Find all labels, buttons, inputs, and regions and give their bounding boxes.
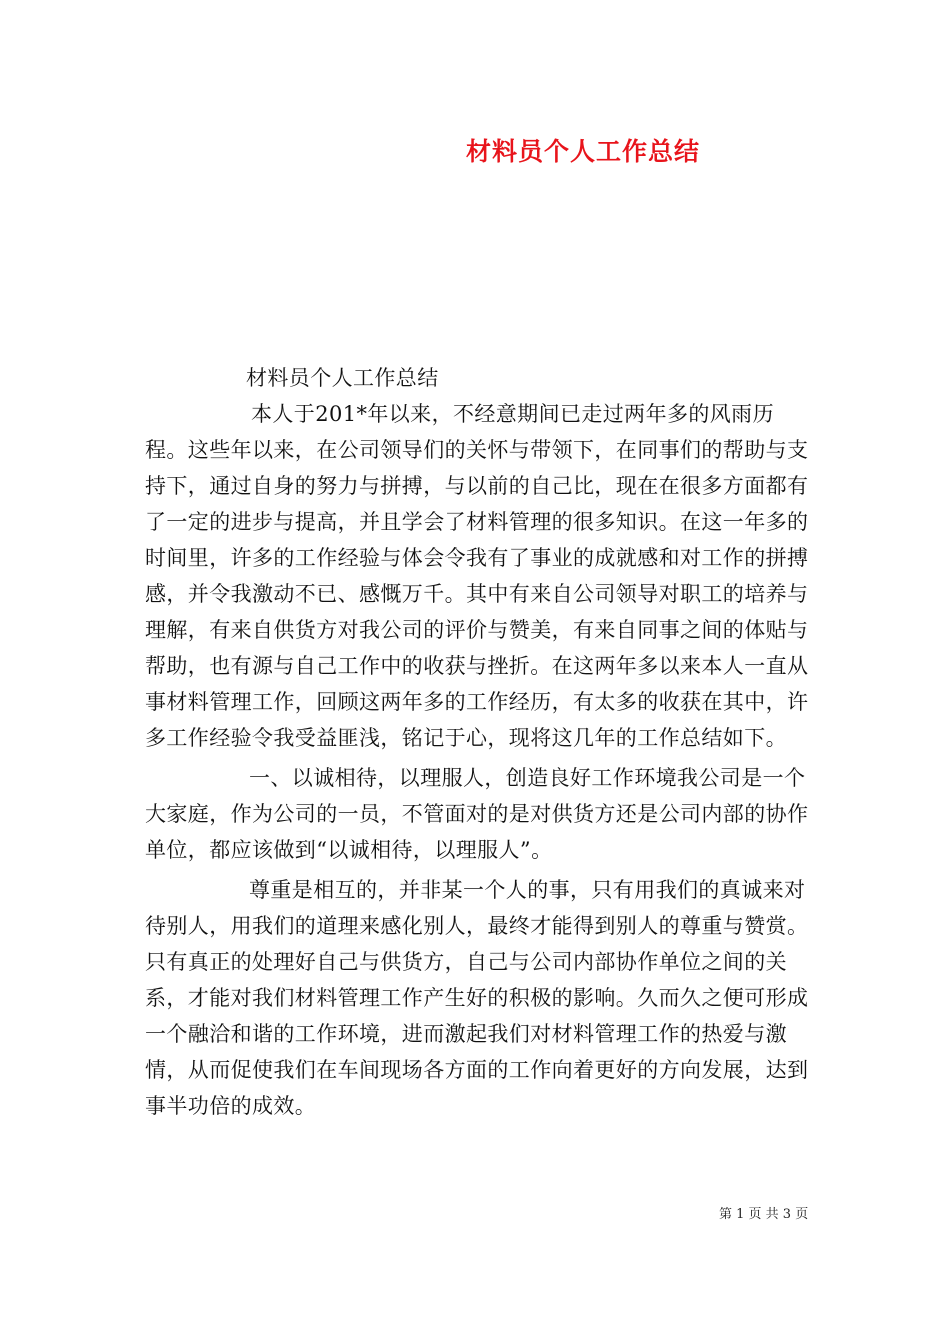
paragraph-1: 本人于201*年以来，不经意期间已走过两年多的风雨历程。这些年以来，在公司领导们的关怀与带领下，在同事们的帮助与支持下，通过自身的努力与拼搏，与以前的自己比，现在在很多方面都有了一定的进步与提高，并且学会了材料管理的很多知识。在这一年多的时间里，许多的工作经验与体会令我有了事业的成就感和对工作的拼搏感，并令我激动不已、感慨万千。其中有来自公司领导对职工的培养与理解，有来自供货方对我公司的评价与赞美，有来自同事之间的体贴与帮助，也有源与自己工作中的收获与挫折。在这两年多以来本人一直从事材料管理工作，回顾这两年多的工作经历，有太多的收获在其中，许多工作经验令我受益匪浅，铭记于心，现将这几年的工作总结如下。 [145, 402, 809, 750]
paragraph-3: 尊重是相互的，并非某一个人的事，只有用我们的真诚来对待别人，用我们的道理来感化别人，最终才能得到别人的尊重与赞赏。只有真正的处理好自己与供货方，自己与公司内部协作单位之间的关系，才能对我们材料管理工作产生好的积极的影响。久而久之便可形成一个融洽和谐的工作环境，进而激起我们对材料管理工作的热爱与激情，从而促使我们在车间现场各方面的工作向着更好的方向发展，达到事半功倍的成效。 [145, 878, 809, 1118]
document-title: 材料员个人工作总结 [465, 137, 700, 166]
paragraph-2: 一、以诚相待，以理服人，创造良好工作环境我公司是一个大家庭，作为公司的一员，不管面对的是对供货方还是公司内部的协作单位，都应该做到“以诚相待，以理服人”。 [145, 766, 809, 862]
page-number: 第 1 页 共 3 页 [719, 1207, 809, 1222]
document-subtitle: 材料员个人工作总结 [246, 366, 439, 390]
document-body [145, 360, 810, 1124]
